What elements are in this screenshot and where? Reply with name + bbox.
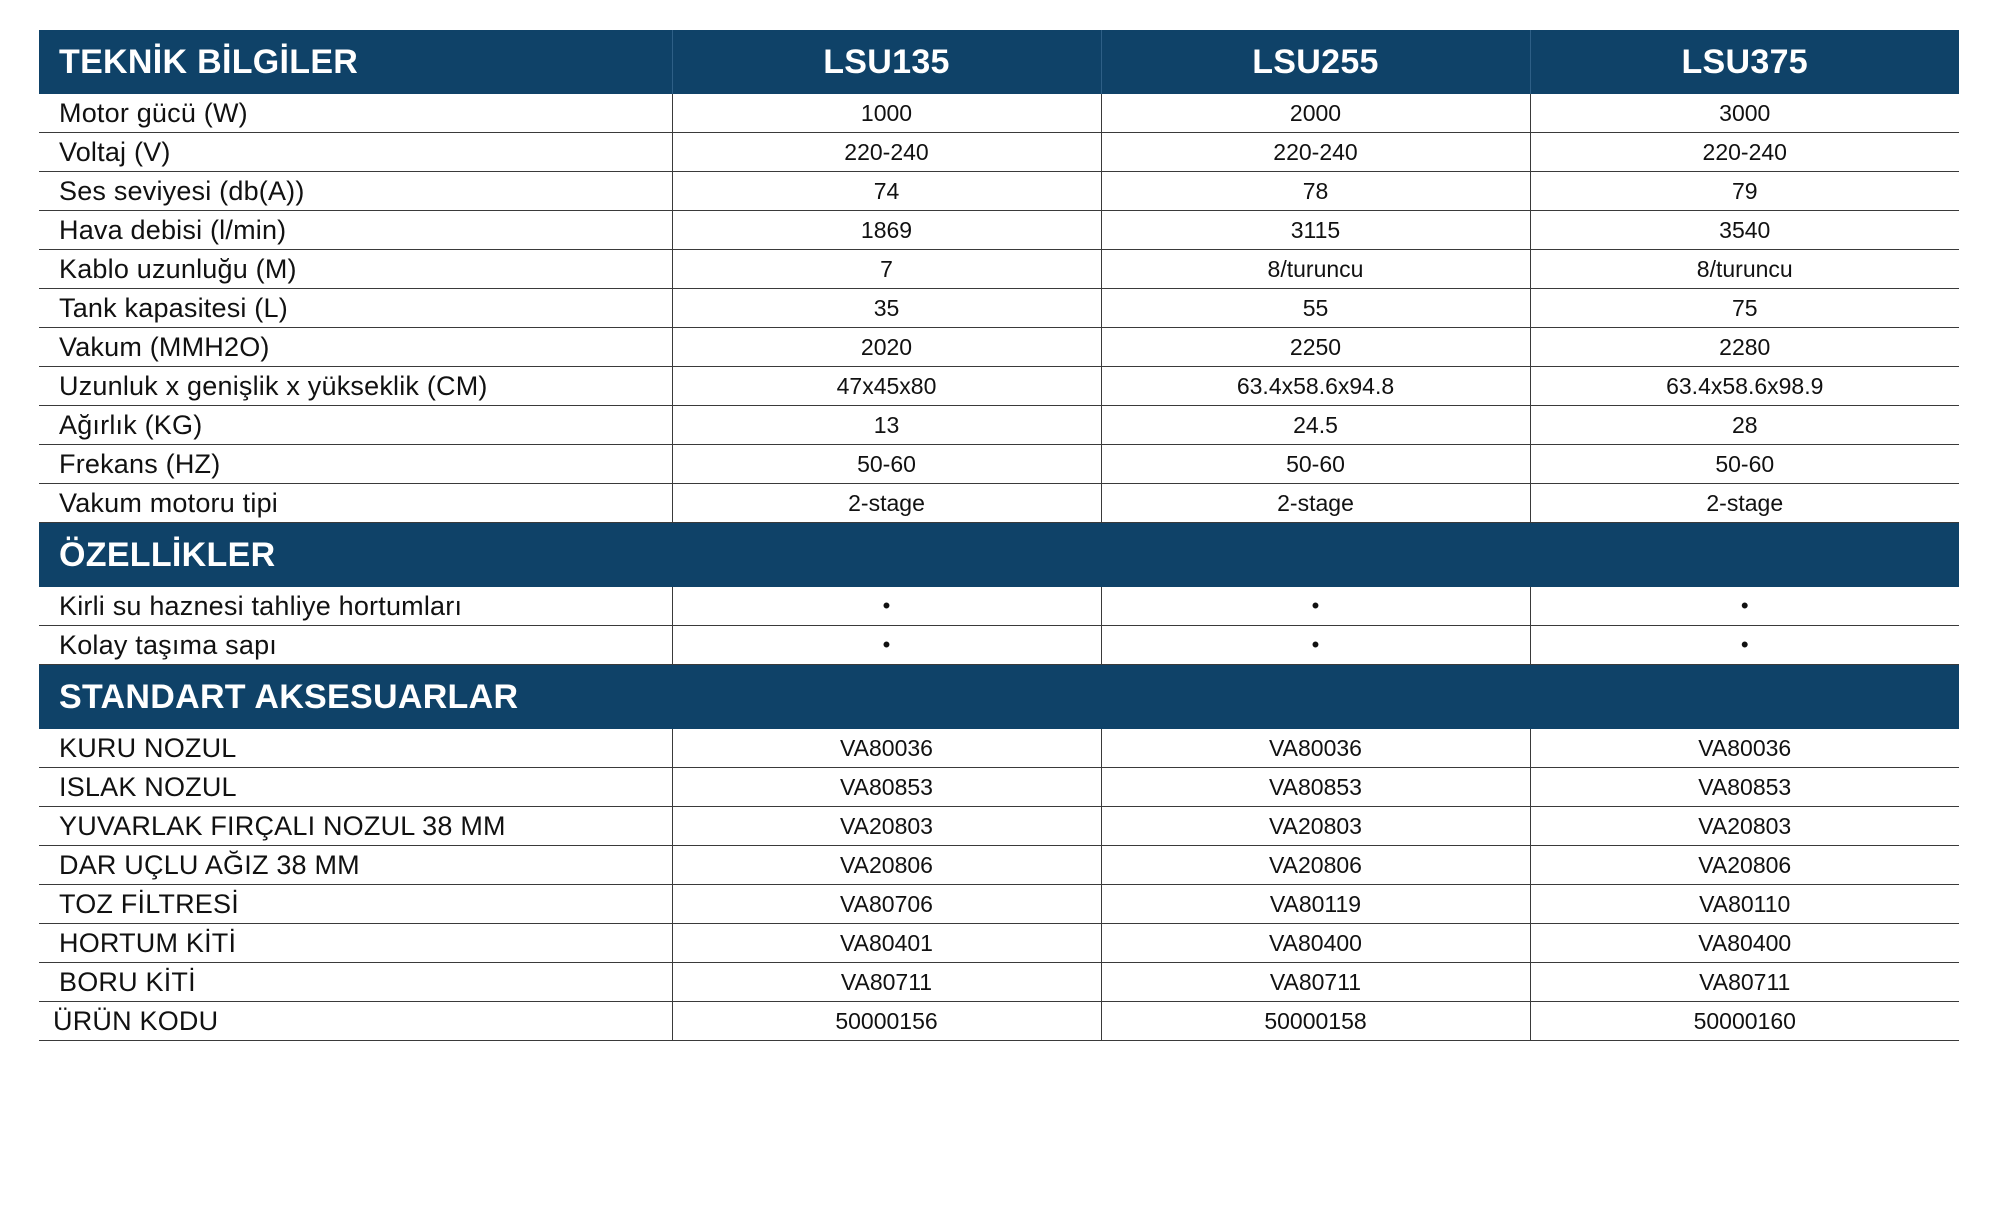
row-value: 2-stage <box>1101 484 1530 523</box>
feature-bullet: • <box>1101 626 1530 665</box>
row-label: Voltaj (V) <box>39 133 672 172</box>
row-label: TOZ FİLTRESİ <box>39 885 672 924</box>
row-label: Kirli su haznesi tahliye hortumları <box>39 587 672 626</box>
row-value: 50-60 <box>1530 445 1959 484</box>
row-value: 50000156 <box>672 1002 1101 1041</box>
row-value: 1869 <box>672 211 1101 250</box>
row-label: Frekans (HZ) <box>39 445 672 484</box>
row-value: 79 <box>1530 172 1959 211</box>
row-value: 50-60 <box>1101 445 1530 484</box>
row-value: 28 <box>1530 406 1959 445</box>
table-row <box>39 328 1959 367</box>
row-value: VA20806 <box>672 846 1101 885</box>
row-value: 63.4x58.6x94.8 <box>1101 367 1530 406</box>
row-value: VA80110 <box>1530 885 1959 924</box>
table-row <box>39 94 1959 133</box>
row-label: Uzunluk x genişlik x yükseklik (CM) <box>39 367 672 406</box>
row-value: 2000 <box>1101 94 1530 133</box>
table-row <box>39 846 1959 885</box>
row-value: 3115 <box>1101 211 1530 250</box>
row-value: 8/turuncu <box>1530 250 1959 289</box>
row-value: VA80853 <box>672 768 1101 807</box>
row-value: VA80711 <box>1101 963 1530 1002</box>
row-value: VA20803 <box>1101 807 1530 846</box>
row-value: VA20803 <box>672 807 1101 846</box>
row-label: DAR UÇLU AĞIZ 38 MM <box>39 846 672 885</box>
row-value: 3540 <box>1530 211 1959 250</box>
row-value: VA80036 <box>672 729 1101 768</box>
row-label: ÜRÜN KODU <box>39 1002 672 1041</box>
row-value: 47x45x80 <box>672 367 1101 406</box>
row-value: 2280 <box>1530 328 1959 367</box>
row-label: BORU KİTİ <box>39 963 672 1002</box>
section-title: ÖZELLİKLER <box>39 523 1959 588</box>
row-value: 8/turuncu <box>1101 250 1530 289</box>
section-header-standart-aksesuarlar <box>39 665 1959 730</box>
row-label: Motor gücü (W) <box>39 94 672 133</box>
feature-bullet: • <box>1530 587 1959 626</box>
table-row <box>39 587 1959 626</box>
row-label: Hava debisi (l/min) <box>39 211 672 250</box>
row-label: Kablo uzunluğu (M) <box>39 250 672 289</box>
row-value: 1000 <box>672 94 1101 133</box>
row-label: KURU NOZUL <box>39 729 672 768</box>
feature-bullet: • <box>1530 626 1959 665</box>
row-value: VA20806 <box>1101 846 1530 885</box>
row-value: VA80853 <box>1101 768 1530 807</box>
row-label: Vakum (MMH2O) <box>39 328 672 367</box>
feature-bullet: • <box>1101 587 1530 626</box>
row-value: VA80711 <box>1530 963 1959 1002</box>
table-row <box>39 445 1959 484</box>
row-label: HORTUM KİTİ <box>39 924 672 963</box>
row-value: 2-stage <box>672 484 1101 523</box>
table-row <box>39 1002 1959 1041</box>
row-label: Ağırlık (KG) <box>39 406 672 445</box>
table-row <box>39 924 1959 963</box>
row-value: 75 <box>1530 289 1959 328</box>
row-value: VA80711 <box>672 963 1101 1002</box>
row-value: VA80036 <box>1101 729 1530 768</box>
table-row <box>39 211 1959 250</box>
row-value: 50-60 <box>672 445 1101 484</box>
table-row <box>39 484 1959 523</box>
row-value: VA80400 <box>1101 924 1530 963</box>
table-row <box>39 626 1959 665</box>
table-row <box>39 768 1959 807</box>
row-value: 13 <box>672 406 1101 445</box>
table-row <box>39 289 1959 328</box>
table-row <box>39 963 1959 1002</box>
table-row <box>39 367 1959 406</box>
row-value: 50000158 <box>1101 1002 1530 1041</box>
table-row <box>39 807 1959 846</box>
row-label: Kolay taşıma sapı <box>39 626 672 665</box>
spec-table-body <box>39 30 1959 1041</box>
table-row <box>39 172 1959 211</box>
row-value: VA20803 <box>1530 807 1959 846</box>
model-header-lsu375: LSU375 <box>1530 30 1959 94</box>
section-header-ozellikler <box>39 523 1959 588</box>
section-title: TEKNİK BİLGİLER <box>39 30 672 94</box>
row-value: 220-240 <box>672 133 1101 172</box>
feature-bullet: • <box>672 626 1101 665</box>
table-row <box>39 729 1959 768</box>
row-value: 2020 <box>672 328 1101 367</box>
model-header-lsu135: LSU135 <box>672 30 1101 94</box>
section-title: STANDART AKSESUARLAR <box>39 665 1959 730</box>
row-value: VA80400 <box>1530 924 1959 963</box>
row-value: 55 <box>1101 289 1530 328</box>
row-value: 220-240 <box>1530 133 1959 172</box>
spec-table <box>39 30 1959 1041</box>
row-value: VA80119 <box>1101 885 1530 924</box>
row-label: Ses seviyesi (db(A)) <box>39 172 672 211</box>
section-header-teknik-bilgiler <box>39 30 1959 94</box>
row-value: VA80401 <box>672 924 1101 963</box>
row-value: 74 <box>672 172 1101 211</box>
row-value: VA80706 <box>672 885 1101 924</box>
row-value: 63.4x58.6x98.9 <box>1530 367 1959 406</box>
row-label: Vakum motoru tipi <box>39 484 672 523</box>
row-value: 7 <box>672 250 1101 289</box>
feature-bullet: • <box>672 587 1101 626</box>
row-value: VA80853 <box>1530 768 1959 807</box>
row-value: 2-stage <box>1530 484 1959 523</box>
table-row <box>39 133 1959 172</box>
row-label: ISLAK NOZUL <box>39 768 672 807</box>
table-row <box>39 250 1959 289</box>
row-value: 3000 <box>1530 94 1959 133</box>
table-row <box>39 406 1959 445</box>
row-value: VA80036 <box>1530 729 1959 768</box>
row-label: Tank kapasitesi (L) <box>39 289 672 328</box>
model-header-lsu255: LSU255 <box>1101 30 1530 94</box>
row-value: VA20806 <box>1530 846 1959 885</box>
row-value: 35 <box>672 289 1101 328</box>
table-row <box>39 885 1959 924</box>
row-label: YUVARLAK FIRÇALI NOZUL 38 MM <box>39 807 672 846</box>
row-value: 2250 <box>1101 328 1530 367</box>
row-value: 78 <box>1101 172 1530 211</box>
row-value: 24.5 <box>1101 406 1530 445</box>
row-value: 220-240 <box>1101 133 1530 172</box>
row-value: 50000160 <box>1530 1002 1959 1041</box>
